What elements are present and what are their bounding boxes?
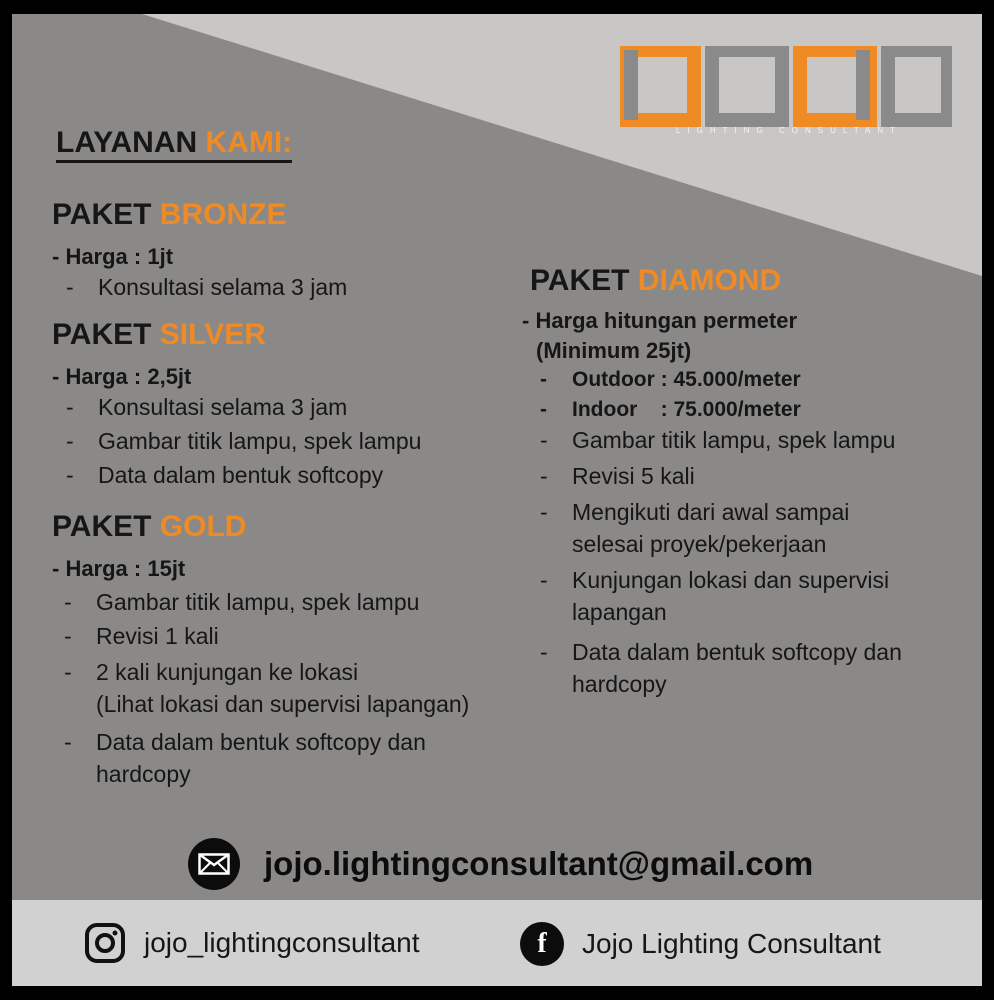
instagram-handle: jojo_lightingconsultant — [144, 927, 420, 958]
item-text: Data dalam bentuk softcopy dan — [96, 729, 426, 755]
gold-tier: GOLD — [159, 510, 247, 543]
bronze-price: - Harga : 1jt — [52, 244, 174, 269]
diamond-indoor — [540, 394, 801, 426]
diamond-title — [530, 264, 781, 298]
silver-title-prefix: PAKET — [52, 318, 152, 351]
promo-card — [12, 14, 982, 986]
bullet-dash: - — [64, 589, 72, 615]
bullet-dash: - — [540, 398, 547, 421]
bullet-dash: - — [540, 463, 548, 489]
bullet-dash: - — [66, 428, 74, 454]
diamond-tier: DIAMOND — [637, 264, 782, 297]
item-text: Indoor : 75.000/meter — [572, 398, 801, 421]
bullet-dash: - — [64, 623, 72, 649]
silver-item — [66, 459, 383, 491]
bullet-dash: - — [66, 274, 74, 300]
silver-tier: SILVER — [159, 318, 266, 351]
item-text: Kunjungan lokasi dan supervisi — [572, 567, 890, 593]
gold-title — [52, 510, 246, 544]
bullet-dash: - — [540, 368, 547, 391]
bullet-dash: - — [64, 659, 72, 685]
item-text: 2 kali kunjungan ke lokasi — [96, 659, 359, 685]
gold-item-continuation — [96, 688, 469, 720]
diamond-item-continuation — [572, 668, 667, 700]
email-address[interactable]: jojo.lightingconsultant@gmail.com — [264, 845, 814, 882]
diamond-item — [540, 460, 695, 492]
gold-price: - Harga : 15jt — [52, 556, 186, 581]
gold-item — [64, 656, 358, 688]
diamond-item-continuation — [572, 528, 826, 560]
item-text: Revisi 5 kali — [572, 463, 695, 489]
diamond-item — [540, 424, 895, 456]
heading-dark: LAYANAN — [56, 126, 198, 159]
page-heading — [56, 126, 292, 163]
bronze-item — [66, 271, 347, 303]
gold-item-continuation — [96, 758, 191, 790]
gold-title-prefix: PAKET — [52, 510, 152, 543]
social-footer — [12, 900, 982, 986]
silver-title — [52, 318, 266, 352]
bronze-title-prefix: PAKET — [52, 198, 152, 231]
diamond-item — [540, 496, 849, 528]
item-text: Data dalam bentuk softcopy — [98, 462, 384, 488]
diamond-item-continuation — [572, 596, 667, 628]
heading-accent: KAMI: — [205, 126, 293, 159]
item-text: Data dalam bentuk softcopy dan — [572, 639, 902, 665]
item-text: Konsultasi selama 3 jam — [98, 274, 348, 300]
item-text: Mengikuti dari awal sampai — [572, 499, 850, 525]
bullet-dash: - — [66, 462, 74, 488]
diamond-price: - Harga hitungan permeter — [522, 308, 798, 333]
gold-item — [64, 620, 219, 652]
email-contact[interactable] — [188, 838, 813, 890]
silver-price: - Harga : 2,5jt — [52, 364, 192, 389]
item-text: (Lihat lokasi dan supervisi lapangan) — [96, 691, 470, 717]
bullet-dash: - — [540, 499, 548, 525]
facebook-page-name: Jojo Lighting Consultant — [582, 928, 881, 959]
item-text: Revisi 1 kali — [96, 623, 219, 649]
item-text: Gambar titik lampu, spek lampu — [98, 428, 422, 454]
bullet-dash: - — [66, 394, 74, 420]
silver-item — [66, 391, 347, 423]
item-text: Outdoor : 45.000/meter — [572, 368, 801, 391]
bronze-title — [52, 198, 286, 232]
item-text: hardcopy — [572, 671, 667, 697]
gold-item — [64, 726, 426, 758]
bullet-dash: - — [540, 567, 548, 593]
bullet-dash: - — [540, 427, 548, 453]
item-text: Konsultasi selama 3 jam — [98, 394, 348, 420]
diamond-item — [540, 636, 902, 668]
silver-item — [66, 425, 421, 457]
diamond-outdoor — [540, 364, 801, 396]
item-text: lapangan — [572, 599, 667, 625]
diamond-title-prefix: PAKET — [530, 264, 630, 297]
diamond-minimum: (Minimum 25jt) — [536, 338, 692, 363]
item-text: selesai proyek/pekerjaan — [572, 531, 827, 557]
item-text: hardcopy — [96, 761, 191, 787]
item-text: Gambar titik lampu, spek lampu — [96, 589, 420, 615]
instagram-icon — [84, 922, 126, 964]
facebook-icon: f — [520, 922, 564, 966]
bronze-tier: BRONZE — [159, 198, 287, 231]
diamond-item — [540, 564, 889, 596]
bullet-dash: - — [540, 639, 548, 665]
logo-tagline: LIGHTING CONSULTANT — [675, 126, 903, 135]
gold-item — [64, 586, 419, 618]
bullet-dash: - — [64, 729, 72, 755]
facebook-link[interactable] — [520, 922, 881, 966]
instagram-link[interactable] — [84, 922, 420, 964]
item-text: Gambar titik lampu, spek lampu — [572, 427, 896, 453]
envelope-icon — [188, 838, 240, 890]
